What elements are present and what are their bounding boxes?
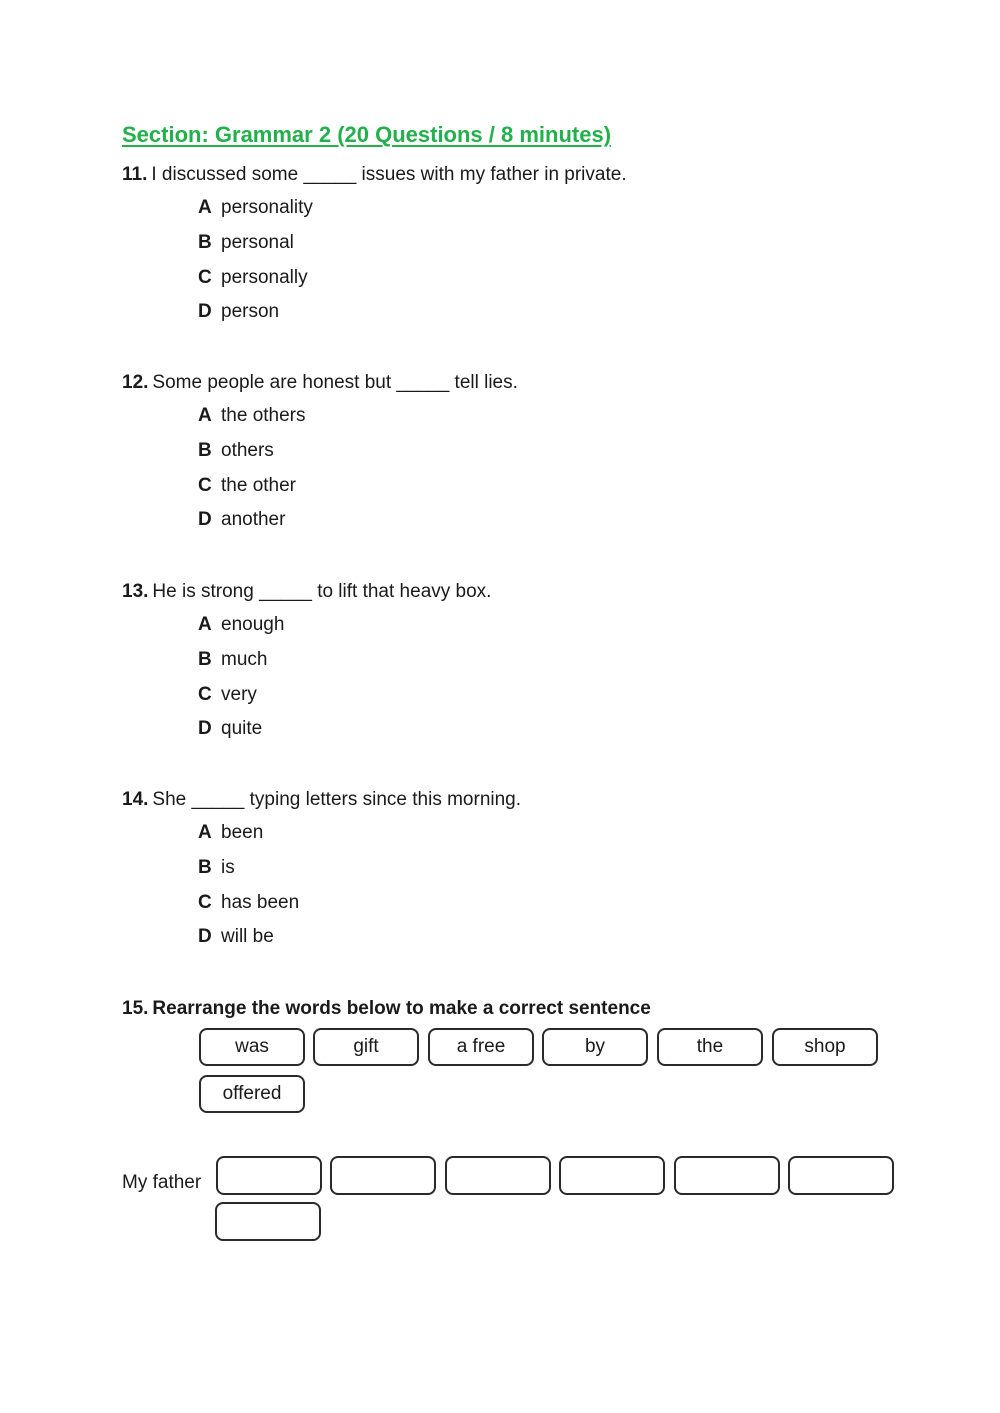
question-12 xyxy=(122,372,518,394)
option-letter: D xyxy=(198,926,212,948)
option-text: very xyxy=(221,683,257,705)
option-text: much xyxy=(221,648,268,670)
option-c[interactable] xyxy=(198,678,284,713)
word-tile-offered[interactable]: offered xyxy=(199,1075,305,1113)
question-stem: I discussed some _____ issues with my father in private. xyxy=(151,164,627,185)
option-letter: D xyxy=(198,509,212,531)
word-tile-shop[interactable]: shop xyxy=(772,1028,878,1066)
word-tile-was[interactable]: was xyxy=(199,1028,305,1066)
option-text: the others xyxy=(221,405,306,426)
question-stem: She _____ typing letters since this morning. xyxy=(152,789,522,810)
option-letter: B xyxy=(198,856,212,878)
option-c[interactable] xyxy=(198,261,313,296)
option-a[interactable] xyxy=(198,399,306,434)
question-number: 15. xyxy=(122,998,149,1019)
question-stem: He is strong _____ to lift that heavy box. xyxy=(152,581,492,602)
question-11 xyxy=(122,164,627,186)
option-text: personal xyxy=(221,231,294,253)
option-letter: B xyxy=(198,231,212,253)
answer-slot-6[interactable] xyxy=(788,1156,894,1195)
option-letter: C xyxy=(198,891,212,913)
option-d[interactable] xyxy=(198,503,306,538)
question-number: 13. xyxy=(122,581,149,602)
question-13 xyxy=(122,581,491,603)
option-text: will be xyxy=(221,926,274,948)
option-letter: A xyxy=(198,197,212,218)
question-13-options xyxy=(198,608,284,747)
question-number: 12. xyxy=(122,372,149,393)
option-letter: A xyxy=(198,614,212,635)
option-text: been xyxy=(221,822,264,843)
option-letter: C xyxy=(198,266,212,288)
option-b[interactable] xyxy=(198,434,306,469)
option-letter: C xyxy=(198,474,212,496)
question-stem: Rearrange the words below to make a correct sentence xyxy=(152,998,651,1019)
option-text: personality xyxy=(221,197,313,218)
option-text: others xyxy=(221,439,274,461)
answer-slot-4[interactable] xyxy=(559,1156,665,1195)
option-letter: B xyxy=(198,439,212,461)
answer-slot-1[interactable] xyxy=(216,1156,322,1195)
option-text: another xyxy=(221,509,286,531)
option-d[interactable] xyxy=(198,712,284,747)
question-15 xyxy=(122,998,651,1020)
option-text: quite xyxy=(221,718,263,740)
option-text: has been xyxy=(221,891,300,913)
question-14 xyxy=(122,789,521,811)
option-text: is xyxy=(221,856,235,878)
question-number: 14. xyxy=(122,789,149,810)
option-b[interactable] xyxy=(198,851,299,886)
answer-slot-7[interactable] xyxy=(215,1202,321,1241)
option-d[interactable] xyxy=(198,295,313,330)
option-a[interactable] xyxy=(198,816,299,851)
answer-slot-5[interactable] xyxy=(674,1156,780,1195)
section-title: Section: Grammar 2 (20 Questions / 8 minutes) xyxy=(122,122,612,147)
option-text: personally xyxy=(221,266,308,288)
option-letter: B xyxy=(198,648,212,670)
question-number: 11. xyxy=(122,164,148,185)
word-tile-by[interactable]: by xyxy=(542,1028,648,1066)
word-tile-the[interactable]: the xyxy=(657,1028,763,1066)
option-letter: C xyxy=(198,683,212,705)
question-12-options xyxy=(198,399,306,538)
option-b[interactable] xyxy=(198,643,284,678)
word-tile-a-free[interactable]: a free xyxy=(428,1028,534,1066)
option-c[interactable] xyxy=(198,886,299,921)
answer-slot-2[interactable] xyxy=(330,1156,436,1195)
option-text: the other xyxy=(221,474,296,496)
answer-prefix: My father xyxy=(122,1172,202,1193)
option-c[interactable] xyxy=(198,469,306,504)
answer-slot-3[interactable] xyxy=(445,1156,551,1195)
option-a[interactable] xyxy=(198,608,284,643)
option-letter: D xyxy=(198,301,212,323)
option-b[interactable] xyxy=(198,226,313,261)
question-14-options xyxy=(198,816,299,955)
option-letter: A xyxy=(198,405,212,426)
option-text: enough xyxy=(221,614,285,635)
option-text: person xyxy=(221,301,280,323)
word-tile-gift[interactable]: gift xyxy=(313,1028,419,1066)
option-d[interactable] xyxy=(198,920,299,955)
question-stem: Some people are honest but _____ tell lies. xyxy=(152,372,518,393)
option-letter: A xyxy=(198,822,212,843)
question-11-options xyxy=(198,191,313,330)
option-a[interactable] xyxy=(198,191,313,226)
option-letter: D xyxy=(198,718,212,740)
